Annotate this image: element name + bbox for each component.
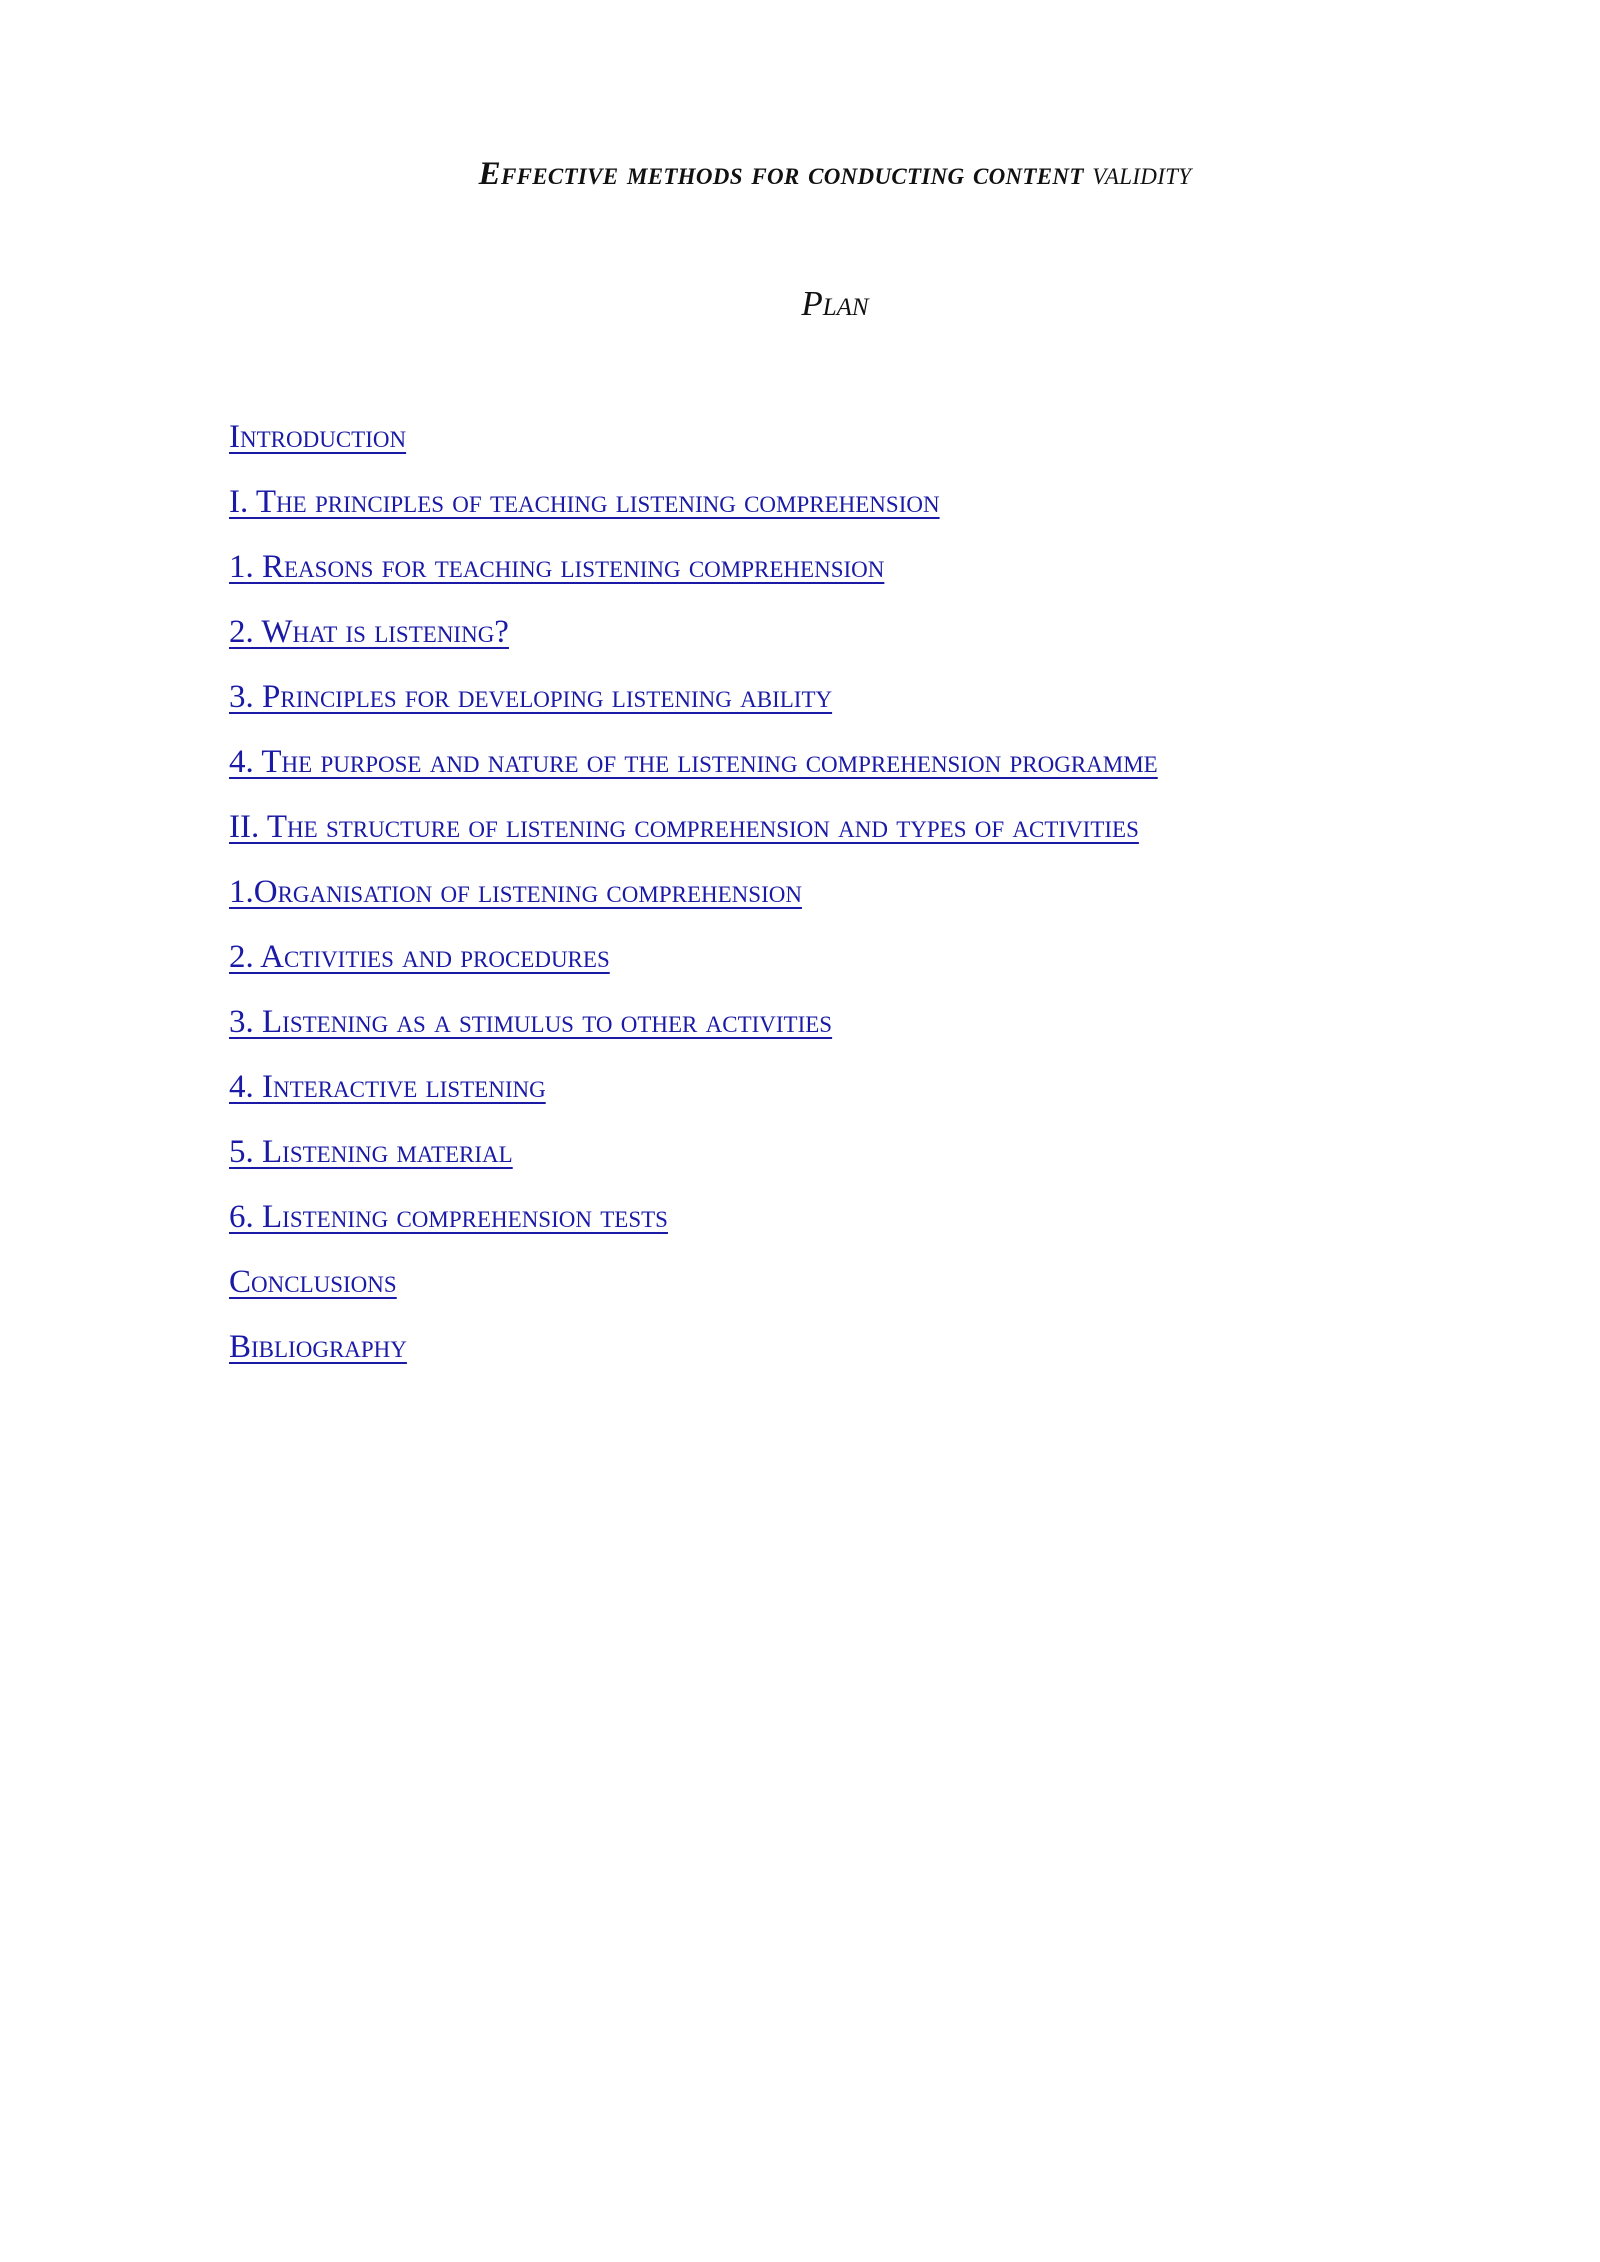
toc-link-part-2-section-3[interactable]: 3. Listening as a stimulus to other activities (229, 1004, 833, 1040)
toc-link-part-1[interactable]: I. The principles of teaching listening comprehension (229, 484, 940, 520)
document-title (0, 156, 1600, 193)
toc-item-part-2-section-5 (229, 1128, 1158, 1193)
toc-item-part-1-section-1 (229, 543, 1158, 608)
toc-link-part-2-section-2[interactable]: 2. Activities and procedures (229, 939, 610, 975)
toc-link-part-2-section-1[interactable]: 1.Organisation of listening comprehension (229, 874, 802, 910)
table-of-contents (229, 413, 1158, 1388)
toc-link-conclusions[interactable]: Conclusions (229, 1264, 397, 1300)
toc-item-part-2-section-6 (229, 1193, 1158, 1258)
toc-item-introduction (229, 413, 1158, 478)
toc-link-part-2[interactable]: II. The structure of listening comprehension and types of activities (229, 809, 1139, 845)
toc-link-part-1-section-3[interactable]: 3. Principles for developing listening ability (229, 679, 833, 715)
toc-link-part-2-section-5[interactable]: 5. Listening material (229, 1134, 513, 1170)
toc-link-bibliography[interactable]: Bibliography (229, 1329, 407, 1365)
toc-item-part-2-section-2 (229, 933, 1158, 998)
toc-item-conclusions (229, 1258, 1158, 1323)
toc-item-part-2-section-1 (229, 868, 1158, 933)
toc-item-bibliography (229, 1323, 1158, 1388)
toc-link-introduction[interactable]: Introduction (229, 419, 407, 455)
toc-link-part-2-section-4[interactable]: 4. Interactive listening (229, 1069, 546, 1105)
toc-item-part-2-section-4 (229, 1063, 1158, 1128)
toc-item-part-1 (229, 478, 1158, 543)
toc-link-part-1-section-4[interactable]: 4. The purpose and nature of the listening comprehension programme (229, 744, 1158, 780)
toc-link-part-2-section-6[interactable]: 6. Listening comprehension tests (229, 1199, 668, 1235)
document-title-rest: validity (1092, 156, 1192, 192)
toc-item-part-2 (229, 803, 1158, 868)
toc-item-part-1-section-2 (229, 608, 1158, 673)
toc-link-part-1-section-1[interactable]: 1. Reasons for teaching listening comprehension (229, 549, 885, 585)
toc-item-part-1-section-3 (229, 673, 1158, 738)
toc-item-part-2-section-3 (229, 998, 1158, 1063)
document-title-bold: Effective methods for conducting content (478, 156, 1084, 192)
toc-item-part-1-section-4 (229, 738, 1158, 803)
toc-link-part-1-section-2[interactable]: 2. What is listening? (229, 614, 509, 650)
plan-heading: Plan (801, 284, 869, 323)
